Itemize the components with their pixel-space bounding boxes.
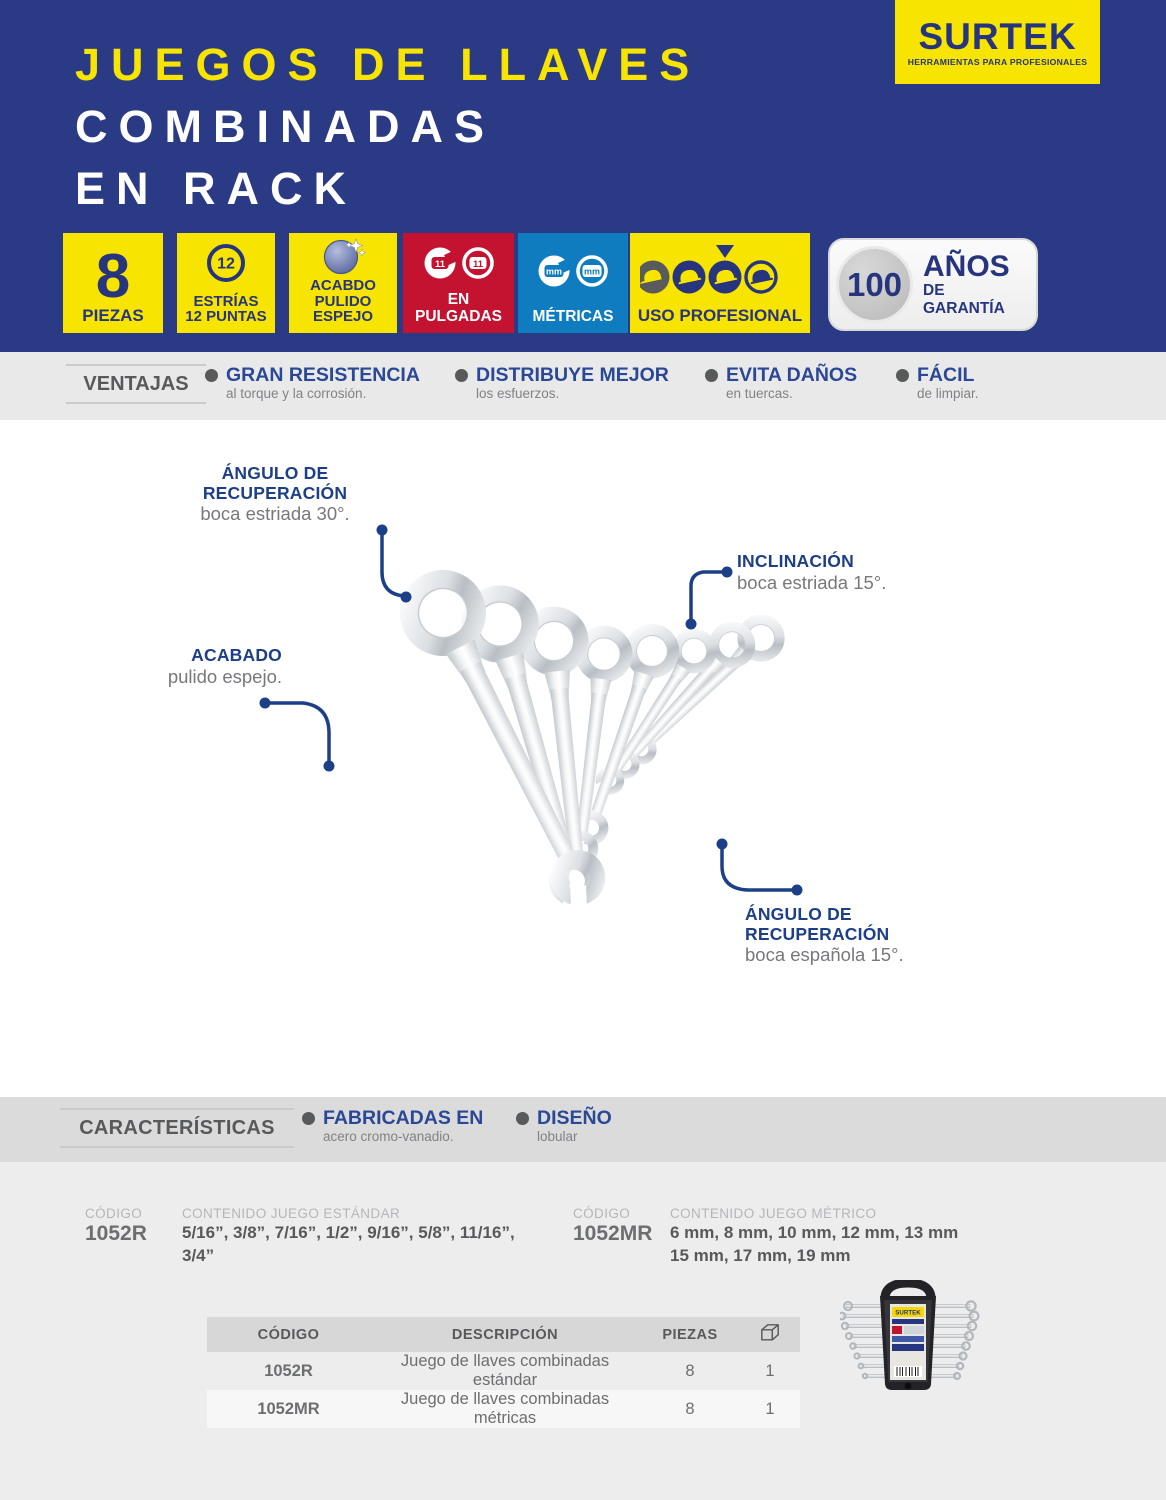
cell-caja: 1 (740, 1390, 800, 1428)
table-row (207, 1352, 800, 1390)
svg-text:11: 11 (434, 258, 445, 270)
bullet-icon (516, 1112, 529, 1125)
content-line: 5/16”, 3/8”, 7/16”, 1/2”, 9/16”, 5/8”, 11/16”, (182, 1223, 515, 1242)
caracteristicas-title: CARACTERÍSTICAS (60, 1108, 294, 1148)
svg-text:SURTEK: SURTEK (895, 1309, 921, 1317)
badge-pieces (63, 233, 163, 333)
product-visual (0, 420, 1166, 1097)
col-box (740, 1317, 800, 1352)
ventaja-sub: en tuercas. (726, 386, 793, 402)
cell-codigo: 1052MR (207, 1390, 370, 1428)
product-code-metric (573, 1206, 652, 1246)
ventaja-evita (705, 365, 857, 401)
code-value: 1052MR (573, 1222, 653, 1245)
col-descripcion: DESCRIPCIÓN (370, 1317, 640, 1352)
cell-descripcion: Juego de llaves combinadas métricas (370, 1390, 640, 1428)
svg-text:11: 11 (472, 258, 483, 270)
content-line: 15 mm, 17 mm, 19 mm (670, 1246, 851, 1266)
caracteristica-sub: lobular (537, 1129, 578, 1145)
cell-piezas: 8 (685, 1361, 695, 1380)
caracteristica-diseno (516, 1108, 612, 1144)
callout-title: INCLINACIÓN (737, 551, 854, 571)
page-title-line1: JUEGOS DE LLAVES (75, 39, 701, 90)
pulgadas-label-2: PULGADAS (415, 307, 502, 325)
svg-text:mm: mm (583, 266, 601, 277)
uso-profesional-label: USO PROFESIONAL (637, 306, 803, 326)
specs-section (0, 1162, 1166, 1500)
garantia-anos: AÑOS (923, 250, 1010, 284)
inch-wrench-icons (403, 233, 514, 292)
garantia-label: DE GARANTÍA (923, 282, 1005, 317)
badge-acabado-espejo (289, 233, 397, 333)
estrias-label-1: ESTRÍAS (193, 292, 259, 310)
code-value: 1052R (85, 1222, 147, 1245)
brand-tagline: HERRAMIENTAS PARA PROFESIONALES (907, 56, 1088, 67)
content-line: 6 mm, 8 mm, 10 mm, 12 mm, 13 mm (670, 1223, 959, 1242)
caracteristicas-bar (0, 1097, 1166, 1162)
mirror-sphere-icon (289, 233, 397, 278)
package-image (840, 1280, 990, 1395)
bullet-icon (896, 369, 909, 382)
content-label: CONTENIDO JUEGO MÉTRICO (670, 1206, 877, 1221)
svg-text:mm: mm (545, 266, 563, 277)
mm-wrench-icons (518, 233, 628, 309)
callout-recuperacion-espanola (745, 905, 904, 966)
table-row (207, 1390, 800, 1428)
brand-name: SURTEK (918, 15, 1077, 57)
ventaja-sub: los esfuerzos. (476, 386, 560, 402)
callout-inclinacion (737, 552, 886, 594)
product-table (207, 1317, 800, 1428)
badge-metricas (518, 233, 628, 333)
product-code-standard (85, 1206, 147, 1246)
pieces-label: PIEZAS (82, 306, 144, 326)
twelve-point-icon (177, 233, 275, 294)
cell-caja: 1 (765, 1361, 775, 1380)
caracteristica-title: DISEÑO (537, 1107, 612, 1129)
content-label: CONTENIDO JUEGO ESTÁNDAR (182, 1206, 401, 1221)
code-label: CÓDIGO (573, 1206, 631, 1221)
garantia-number: 100 (836, 246, 913, 323)
badge-uso-profesional (630, 233, 810, 333)
content-line: 3/4” (182, 1246, 215, 1266)
badge-estrias (177, 233, 275, 333)
surtek-logo (895, 0, 1100, 84)
metricas-label: MÉTRICAS (532, 307, 614, 325)
callout-sub: boca estriada 30°. (200, 503, 350, 525)
callout-sub: boca estriada 15°. (737, 571, 887, 593)
cell-codigo: 1052R (264, 1361, 313, 1380)
estrias-label-2: 12 PUNTAS (185, 308, 267, 326)
ventajas-title: VENTAJAS (66, 364, 206, 404)
ventajas-bar (0, 352, 1166, 420)
callout-sub: pulido espejo. (167, 665, 282, 687)
ventaja-resistencia (205, 365, 420, 401)
callout-recuperacion-estriada (150, 464, 400, 525)
cell-piezas: 8 (640, 1390, 740, 1428)
bullet-icon (705, 369, 718, 382)
callout-title: ACABADO (191, 645, 282, 665)
page-title-line2: COMBINADAS (75, 101, 495, 152)
bullet-icon (302, 1112, 315, 1125)
callout-title: ÁNGULO DE (221, 463, 329, 483)
ventaja-title: EVITA DAÑOS (726, 364, 858, 386)
callout-title: RECUPERACIÓN (202, 482, 348, 503)
code-label: CÓDIGO (85, 1206, 143, 1221)
ventaja-facil (896, 365, 979, 401)
col-piezas: PIEZAS (640, 1317, 740, 1352)
col-codigo: CÓDIGO (207, 1317, 370, 1352)
callout-acabado (100, 646, 282, 688)
ventaja-title: FÁCIL (917, 364, 975, 386)
caracteristica-fabricadas (302, 1108, 483, 1144)
bullet-icon (205, 369, 218, 382)
acabado-label-2: PULIDO (314, 292, 372, 310)
badge-garantia (828, 238, 1038, 331)
hard-hat-icons (630, 233, 810, 307)
callout-title: RECUPERACIÓN (745, 923, 890, 944)
pieces-count: 8 (95, 242, 131, 312)
cube-icon (759, 1323, 781, 1343)
pulgadas-label-1: EN (447, 291, 470, 309)
badge-pulgadas (403, 233, 514, 333)
product-content-standard (182, 1206, 572, 1268)
svg-text:12: 12 (217, 255, 235, 273)
acabado-label-3: ESPEJO (312, 308, 374, 326)
ventaja-title: GRAN RESISTENCIA (226, 364, 420, 386)
table-header-row (207, 1317, 800, 1352)
callout-title: ÁNGULO DE (745, 904, 852, 924)
header (0, 0, 1166, 352)
cell-descripcion: Juego de llaves combinadas estándar (400, 1352, 610, 1389)
bullet-icon (455, 369, 468, 382)
ventaja-sub: de limpiar. (917, 386, 979, 402)
caracteristica-title: FABRICADAS EN (323, 1107, 484, 1129)
ventaja-sub: al torque y la corrosión. (226, 386, 367, 402)
acabado-label-1: ACABDO (310, 276, 376, 294)
caracteristica-sub: acero cromo-vanadio. (323, 1129, 454, 1145)
product-content-metric (670, 1206, 1000, 1268)
page-title-line3: EN RACK (75, 163, 358, 214)
ventaja-distribuye (455, 365, 669, 401)
callout-sub: boca española 15°. (745, 944, 904, 966)
ventaja-title: DISTRIBUYE MEJOR (476, 364, 669, 386)
